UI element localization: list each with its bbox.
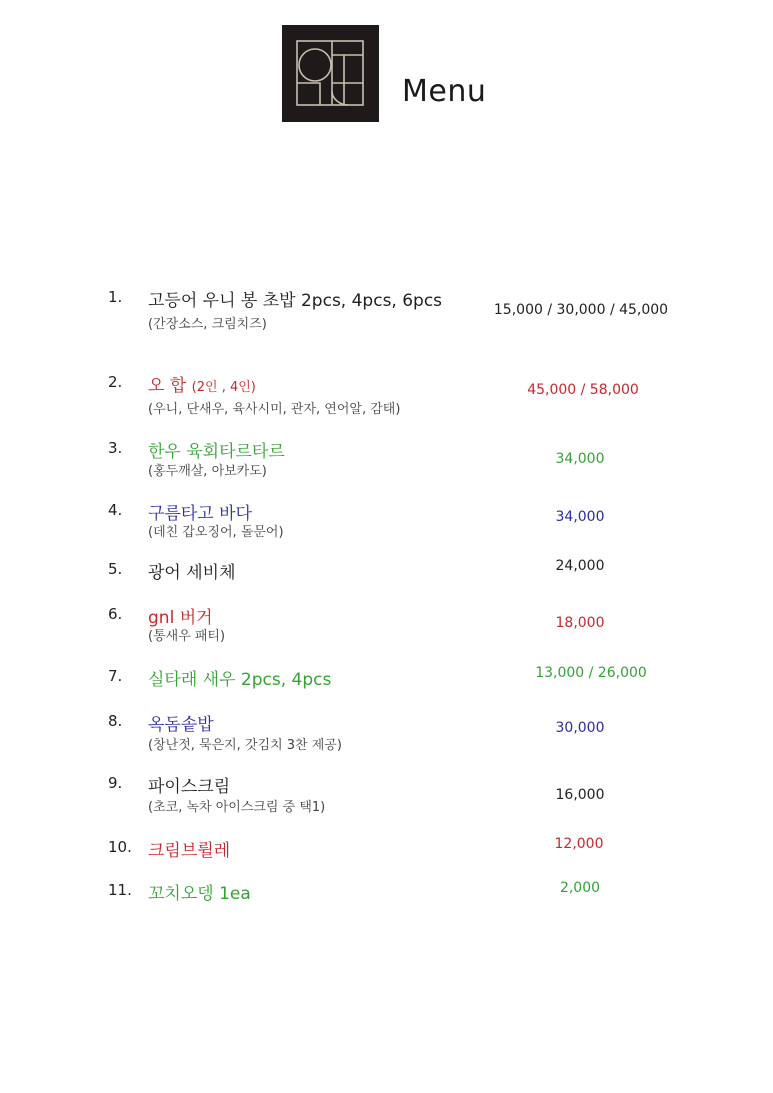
item-price: 2,000 bbox=[559, 880, 601, 896]
item-name-text: 크림브륄레 bbox=[148, 841, 231, 861]
item-name bbox=[148, 558, 236, 583]
item-name bbox=[148, 879, 251, 904]
item-name-sub: (2인 , 4인) bbox=[191, 380, 256, 395]
item-price: 18,000 bbox=[555, 615, 605, 631]
item-name-text: 오 합 bbox=[148, 376, 192, 396]
item-price: 16,000 bbox=[555, 787, 605, 803]
item-number: 5. bbox=[108, 560, 123, 578]
item-number: 1. bbox=[108, 288, 123, 306]
item-number: 2. bbox=[108, 373, 123, 391]
item-description: (데친 갑오징어, 돌문어) bbox=[148, 525, 284, 540]
item-name-text: 꼬치오뎅 1ea bbox=[148, 884, 251, 904]
item-number: 10. bbox=[108, 838, 132, 856]
item-name bbox=[148, 286, 442, 311]
item-number: 8. bbox=[108, 712, 123, 730]
item-description: (통새우 패티) bbox=[148, 629, 226, 644]
item-price: 45,000 / 58,000 bbox=[527, 382, 639, 398]
item-name-text: gnl 버거 bbox=[148, 608, 213, 628]
item-name bbox=[148, 710, 214, 735]
item-number: 4. bbox=[108, 501, 123, 519]
item-price: 34,000 bbox=[555, 509, 605, 525]
item-name bbox=[148, 437, 285, 462]
item-name bbox=[148, 772, 230, 797]
item-name-text: 한우 육회타르타르 bbox=[148, 442, 285, 462]
item-description: (우니, 단새우, 육사시미, 관자, 연어알, 감태) bbox=[148, 402, 401, 417]
item-name-text: 파이스크림 bbox=[148, 777, 231, 797]
item-name-text: 옥돔솥밥 bbox=[148, 715, 214, 735]
item-name-text: 광어 세비체 bbox=[148, 563, 236, 583]
item-price: 12,000 bbox=[554, 836, 604, 852]
item-price: 24,000 bbox=[555, 558, 605, 574]
item-description: (창난젓, 묵은지, 갓김치 3찬 제공) bbox=[148, 738, 342, 753]
item-description: (홍두깨살, 아보카도) bbox=[148, 464, 267, 479]
item-description: (초코, 녹차 아이스크림 중 택1) bbox=[148, 800, 326, 815]
item-description: (간장소스, 크림치즈) bbox=[148, 317, 267, 332]
item-name-text: 고등어 우니 봉 초밥 2pcs, 4pcs, 6pcs bbox=[148, 291, 443, 311]
item-price: 15,000 / 30,000 / 45,000 bbox=[493, 302, 669, 318]
logo bbox=[282, 25, 379, 122]
item-name bbox=[148, 836, 230, 861]
item-name-text: 실타래 새우 2pcs, 4pcs bbox=[148, 670, 332, 690]
item-number: 3. bbox=[108, 439, 123, 457]
item-price: 34,000 bbox=[555, 451, 605, 467]
item-name bbox=[148, 371, 256, 396]
item-price: 30,000 bbox=[555, 720, 605, 736]
item-price: 13,000 / 26,000 bbox=[535, 665, 647, 681]
item-name bbox=[148, 665, 331, 690]
page-title: Menu bbox=[402, 74, 487, 109]
logo-mark-icon bbox=[282, 25, 379, 122]
item-number: 11. bbox=[108, 881, 132, 899]
item-number: 9. bbox=[108, 774, 123, 792]
item-name-text: 구름타고 바다 bbox=[148, 504, 252, 524]
item-number: 6. bbox=[108, 605, 123, 623]
item-number: 7. bbox=[108, 667, 123, 685]
